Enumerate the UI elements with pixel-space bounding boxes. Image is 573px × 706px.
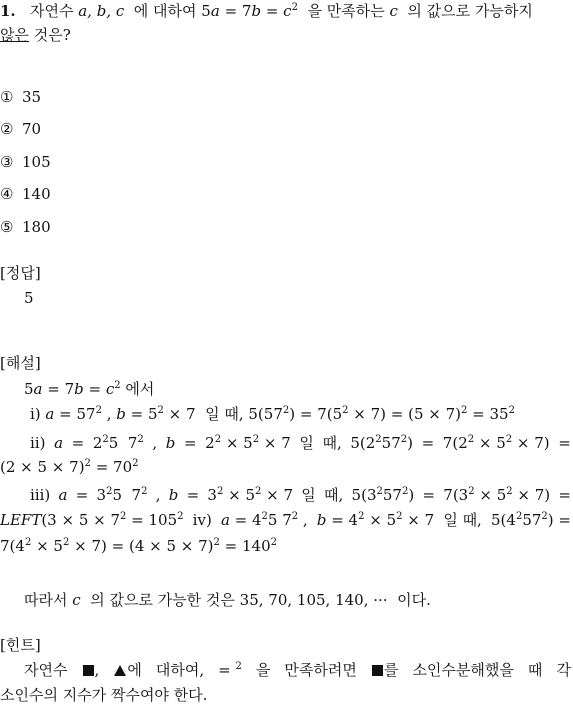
question-number: 1. [0,2,16,20]
choice-4[interactable] [0,183,573,205]
triangle-symbol-icon [114,665,126,676]
choice-4-mark: ④ [0,185,14,203]
choice-2[interactable] [0,118,573,140]
square-symbol-icon [83,665,94,676]
choice-2-mark: ② [0,120,14,138]
choice-3-mark: ③ [0,153,14,171]
choice-5[interactable] [0,216,573,238]
explanation-case-1: ⅰ) $a = 57^2$ , $b = 5^2 \times 7$ 일 때, $5(57^2) = 7(5^2 \times 7) = (5 \times 7)^2 = 35^2$ [30,405,515,423]
choice-3-value: 105 [22,153,51,171]
choice-5-value: 180 [22,218,51,236]
explanation-label: [해설] [0,354,41,372]
question-tail: 것은? [33,26,71,44]
answer-label: [정답] [0,264,41,282]
explanation-case-2b: $(2 \times 5 \times 7)^2 = 70^2$ [0,458,139,476]
choice-1-mark: ① [0,88,14,106]
choice-5-mark: ⑤ [0,218,14,236]
choice-3[interactable] [0,151,573,173]
hint-label: [힌트] [0,636,41,654]
explanation-intro: $5a = 7b = c^2$ 에서 [24,380,155,398]
choice-1-value: 35 [22,88,42,106]
hint-line-2: 소인수의 지수가 짝수여야 한다. [0,686,208,704]
question-line-1 [0,0,573,22]
hint-line-1: 자연수 , 에 대하여, = $^2$ 을 만족하려면 를 소인수분해했을 때 각 [24,661,571,679]
explanation-conclusion: 따라서 c 의 값으로 가능한 것은 35, 70, 105, 140, ··· 이다. [24,591,431,609]
answer-value: 5 [24,289,34,307]
choice-4-value: 140 [22,185,51,203]
question-line-2 [0,24,573,46]
explanation-case-3c: $7(4^2 \times 5^2 \times 7) = (4 \times 5 \times 7)^2 = 140^2$ [0,537,278,555]
choice-2-value: 70 [22,120,42,138]
explanation-case-2a: ⅱ) a = $2^25$ $7^2$ , b = $2^2 \times 5^2 \times 7$ 일 때, $5(2^257^2)$ = $7(2^2 \times 5^2 \times 7)$ = [30,434,571,452]
square-symbol-icon-2 [372,665,383,676]
explanation-case-3a: ⅲ) a = $3^25$ $7^2$ , b = $3^2 \times 5^2 \times 7$ 일 때, $5(3^257^2)$ = $7(3^2 \times 5^2 \times 7)$ = [30,486,571,504]
explanation-case-3b: LEFT(3 × $5 \times 7^2 = 105^2$ ⅳ) $a = 4^25$ $7^2$ , $b = 4^2 \times 5^2 \times 7$ 일 때, $5(4^257^2)$ = [0,511,571,529]
choice-1[interactable] [0,86,573,108]
question-not-word: 않은 [0,26,29,44]
question-text-1: 자연수 a, b, c 에 대하여 $5a = 7b = c^2$ 을 만족하는 c 의 값으로 가능하지 [20,2,533,20]
